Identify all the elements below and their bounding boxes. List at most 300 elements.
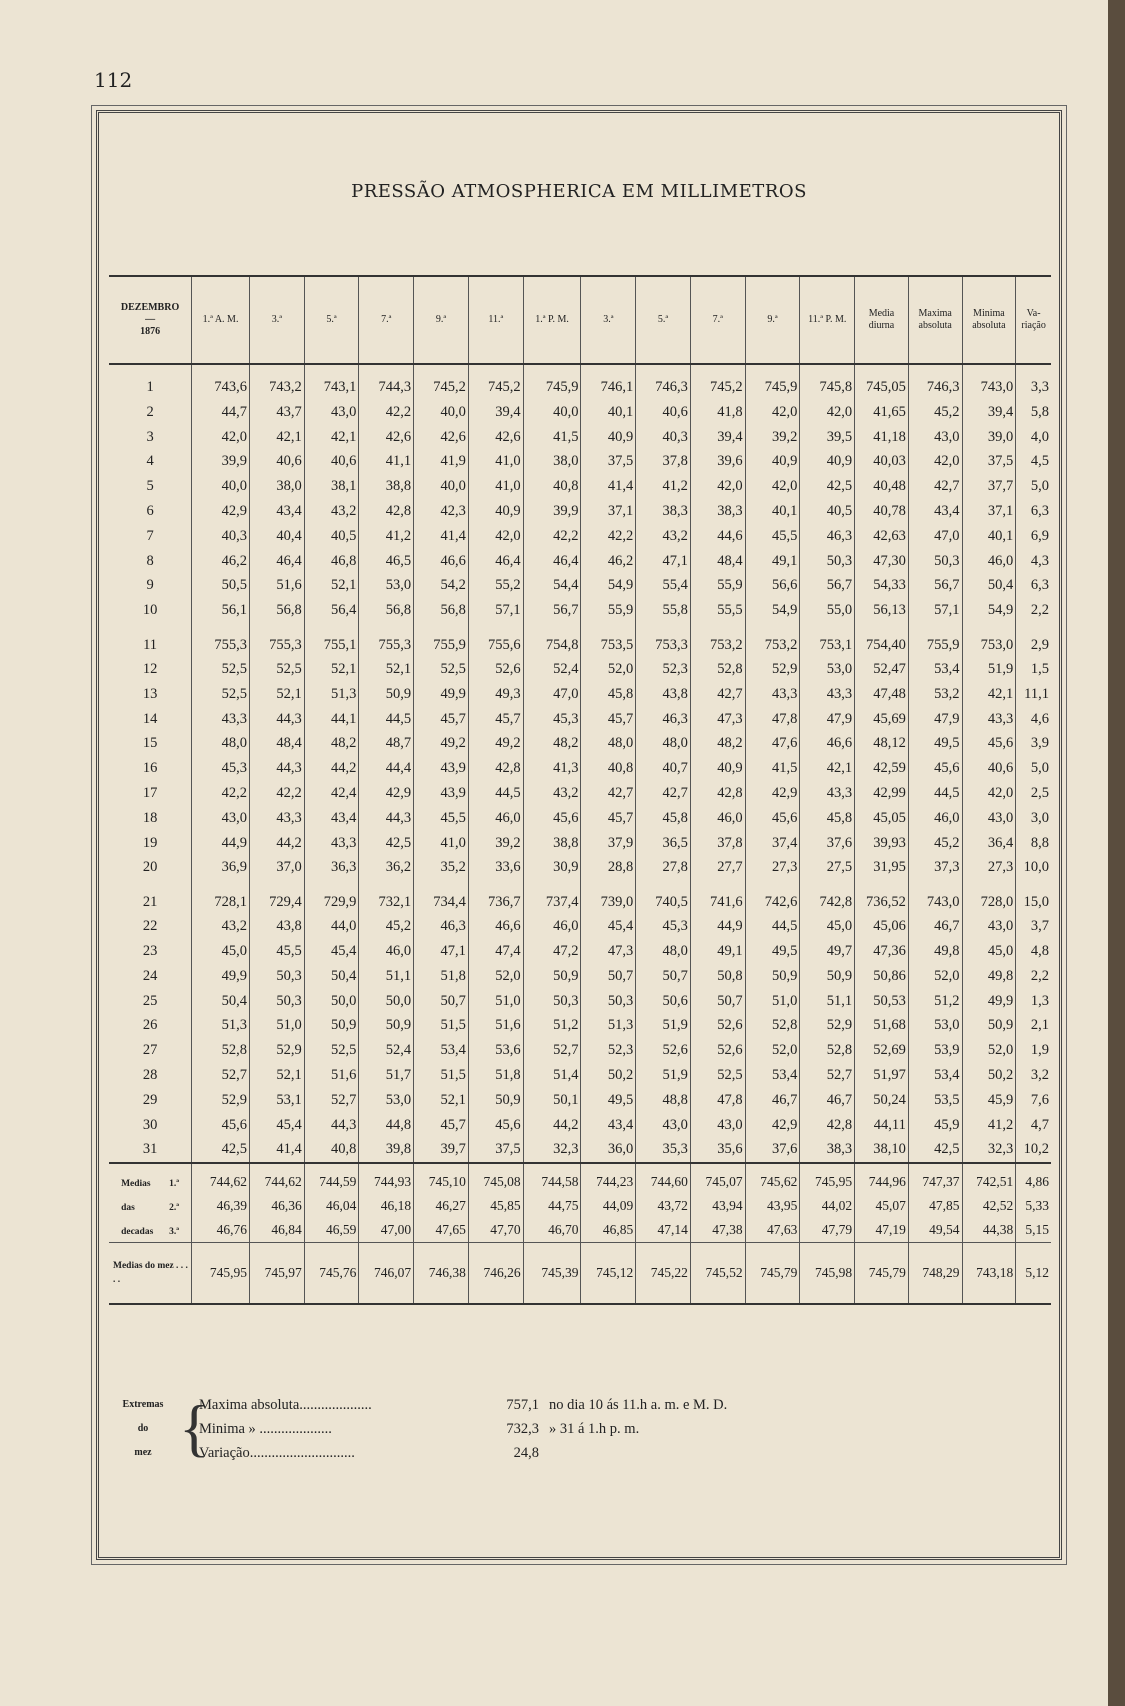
table-cell: 729,4 (249, 880, 304, 914)
table-cell: 27,8 (636, 855, 691, 880)
table-cell: 745,9 (523, 364, 581, 400)
table-cell: 45,9 (962, 1088, 1016, 1113)
table-cell: 43,4 (249, 499, 304, 524)
table-cell: 41,4 (249, 1137, 304, 1163)
table-row (109, 914, 1051, 939)
table-cell: 45,07 (855, 1194, 909, 1218)
table-cell: 50,9 (359, 1013, 414, 1038)
table-cell: 53,0 (359, 1088, 414, 1113)
table-cell: 37,6 (800, 831, 855, 856)
table-cell: 42,1 (962, 682, 1016, 707)
table-cell: 40,1 (581, 400, 636, 425)
table-cell: 35,6 (690, 1137, 745, 1163)
table-cell: 56,1 (192, 598, 250, 623)
table-cell: 5,0 (1016, 756, 1051, 781)
table-cell: 46,4 (523, 549, 581, 574)
table-cell: 745,79 (855, 1243, 909, 1305)
table-cell: 46,0 (962, 549, 1016, 574)
table-cell: 44,2 (304, 756, 359, 781)
header-column: 9.ª (745, 276, 800, 364)
table-row (109, 964, 1051, 989)
table-cell: 41,0 (414, 831, 469, 856)
table-cell: 47,4 (468, 939, 523, 964)
table-cell: 38,3 (636, 499, 691, 524)
table-cell: 52,1 (304, 573, 359, 598)
table-cell: 39,4 (468, 400, 523, 425)
table-cell: 52,7 (523, 1038, 581, 1063)
table-cell: 41,5 (523, 425, 581, 450)
table-cell: 40,7 (636, 756, 691, 781)
header-column: 5.ª (636, 276, 691, 364)
table-cell: 41,3 (523, 756, 581, 781)
table-cell: 48,0 (636, 939, 691, 964)
table-cell: 46,3 (414, 914, 469, 939)
table-cell: 4,6 (1016, 707, 1051, 732)
table-cell: 39,6 (690, 449, 745, 474)
table-cell: 47,8 (690, 1088, 745, 1113)
table-cell: 52,6 (690, 1013, 745, 1038)
table-cell: 52,7 (304, 1088, 359, 1113)
table-cell: 44,3 (249, 756, 304, 781)
table-cell: 744,59 (304, 1163, 359, 1194)
table-row (109, 831, 1051, 856)
table-cell: 45,7 (414, 1113, 469, 1138)
table-cell: 43,3 (304, 831, 359, 856)
table-row (109, 524, 1051, 549)
table-cell: 42,9 (745, 1113, 800, 1138)
table-cell: 52,0 (962, 1038, 1016, 1063)
table-cell: 45,3 (523, 707, 581, 732)
table-cell: 754,8 (523, 623, 581, 657)
table-cell: 39,7 (414, 1137, 469, 1163)
table-cell: 45,2 (359, 914, 414, 939)
table-cell: 746,07 (359, 1243, 414, 1305)
table-row (109, 657, 1051, 682)
table-cell: 40,1 (745, 499, 800, 524)
table-cell: 52,1 (249, 682, 304, 707)
header-column: 1.ª P. M. (523, 276, 581, 364)
table-cell: 47,1 (636, 549, 691, 574)
table-cell: 39,9 (192, 449, 250, 474)
table-cell: 42,1 (800, 756, 855, 781)
table-row (109, 806, 1051, 831)
table-row (109, 781, 1051, 806)
table-cell: 753,5 (581, 623, 636, 657)
table-row (109, 474, 1051, 499)
table-cell: 28,8 (581, 855, 636, 880)
table-cell: 753,3 (636, 623, 691, 657)
table-cell: 40,5 (304, 524, 359, 549)
table-cell: 49,5 (745, 939, 800, 964)
table-cell: 49,8 (962, 964, 1016, 989)
table-cell: 37,8 (636, 449, 691, 474)
table-cell: 42,0 (468, 524, 523, 549)
table-cell: 53,4 (908, 1063, 962, 1088)
table-cell: 40,6 (636, 400, 691, 425)
table-cell: 744,23 (581, 1163, 636, 1194)
table-cell: 39,0 (962, 425, 1016, 450)
header-column: 9.ª (414, 276, 469, 364)
extremas-key: Variação............................. (199, 1445, 355, 1461)
table-cell: 51,4 (523, 1063, 581, 1088)
table-cell: 742,6 (745, 880, 800, 914)
table-cell: 42,0 (690, 474, 745, 499)
table-cell: 44,75 (523, 1194, 581, 1218)
table-cell: 48,2 (690, 731, 745, 756)
table-cell: 3,9 (1016, 731, 1051, 756)
table-cell: 2,1 (1016, 1013, 1051, 1038)
table-cell: 44,1 (304, 707, 359, 732)
decade-group-label: das (121, 1203, 135, 1214)
table-cell: 41,4 (414, 524, 469, 549)
table-cell: 728,0 (962, 880, 1016, 914)
table-cell: 46,04 (304, 1194, 359, 1218)
table-cell: 50,4 (962, 573, 1016, 598)
extremas-row-min (199, 1417, 639, 1441)
table-cell: 3,3 (1016, 364, 1051, 400)
table-cell: 45,6 (962, 731, 1016, 756)
table-cell: 51,8 (468, 1063, 523, 1088)
table-cell: 21 (142, 894, 158, 911)
table-cell: 744,62 (249, 1163, 304, 1194)
table-cell: 748,29 (908, 1243, 962, 1305)
table-cell: 42,6 (359, 425, 414, 450)
table-cell: 47,3 (690, 707, 745, 732)
table-cell: 52,8 (192, 1038, 250, 1063)
table-cell: 48,2 (523, 731, 581, 756)
table-cell: 43,3 (249, 806, 304, 831)
month-mean-row (109, 1243, 1051, 1305)
decade-mean-row (109, 1194, 1051, 1218)
table-cell: 37,5 (962, 449, 1016, 474)
table-row (109, 573, 1051, 598)
table-cell: 56,7 (908, 573, 962, 598)
table-cell: 51,2 (523, 1013, 581, 1038)
header-column: Minima absoluta (962, 276, 1016, 364)
table-cell: 45,06 (855, 914, 909, 939)
table-cell: 47,0 (908, 524, 962, 549)
table-cell: 37,1 (581, 499, 636, 524)
table-cell: 745,52 (690, 1243, 745, 1305)
table-cell: 51,7 (359, 1063, 414, 1088)
table-cell: 4,0 (1016, 425, 1051, 450)
table-cell: 56,13 (855, 598, 909, 623)
table-cell: 14 (142, 710, 158, 727)
table-cell: 52,1 (359, 657, 414, 682)
table-cell: 44,3 (249, 707, 304, 732)
table-row (109, 1063, 1051, 1088)
table-cell: 51,9 (636, 1063, 691, 1088)
table-cell: 42,5 (800, 474, 855, 499)
table-cell: 41,65 (855, 400, 909, 425)
table-cell: 51,9 (636, 1013, 691, 1038)
table-cell: 47,9 (908, 707, 962, 732)
table-cell: 50,0 (359, 989, 414, 1014)
table-cell: 42,0 (192, 425, 250, 450)
table-cell: 44,5 (745, 914, 800, 939)
table-cell: 27,3 (745, 855, 800, 880)
table-cell: 27,7 (690, 855, 745, 880)
table-cell: 45,2 (908, 400, 962, 425)
table-cell: 45,8 (800, 806, 855, 831)
extremas-label-1: Extremas (122, 1399, 164, 1410)
header-column: 3.ª (581, 276, 636, 364)
table-cell: 43,2 (304, 499, 359, 524)
table-cell: 46,5 (359, 549, 414, 574)
table-cell: 40,03 (855, 449, 909, 474)
table-cell: 57,1 (468, 598, 523, 623)
table-cell: 50,4 (304, 964, 359, 989)
table-cell: 55,5 (690, 598, 745, 623)
table-cell: 33,6 (468, 855, 523, 880)
table-cell: 56,7 (800, 573, 855, 598)
table-cell: 51,3 (192, 1013, 250, 1038)
table-cell: 46,84 (249, 1218, 304, 1243)
table-cell: 52,5 (304, 1038, 359, 1063)
table-cell: 18 (142, 809, 158, 826)
table-cell: 41,0 (468, 449, 523, 474)
table-cell: 40,3 (636, 425, 691, 450)
table-cell: 40,78 (855, 499, 909, 524)
table-cell: 31 (109, 1137, 192, 1163)
table-cell: 39,9 (523, 499, 581, 524)
table-cell: 27,3 (962, 855, 1016, 880)
table-cell: 37,6 (745, 1137, 800, 1163)
table-cell: 737,4 (523, 880, 581, 914)
table-cell: 47,14 (636, 1218, 691, 1243)
extremas-note: no dia 10 ás 11.h a. m. e M. D. (549, 1397, 728, 1413)
table-cell: 56,6 (745, 573, 800, 598)
table-cell: 50,3 (249, 964, 304, 989)
table-cell: 736,52 (855, 880, 909, 914)
table-cell: 42,7 (908, 474, 962, 499)
table-cell: 48,4 (690, 549, 745, 574)
book-spine (1108, 0, 1125, 1706)
table-cell: 37,5 (581, 449, 636, 474)
table-cell: 42,8 (359, 499, 414, 524)
table-cell: 44,09 (581, 1194, 636, 1218)
table-cell: 1 (146, 379, 154, 395)
table-cell: 743,1 (304, 364, 359, 400)
month-mean-label: Medias do mez . . . . . (109, 1243, 192, 1305)
table-cell: 46,6 (414, 549, 469, 574)
table-cell: 52,0 (581, 657, 636, 682)
table-cell: 43,72 (636, 1194, 691, 1218)
table-cell: 45,8 (636, 806, 691, 831)
table-cell: 12 (142, 660, 158, 677)
table-cell: 53,0 (908, 1013, 962, 1038)
table-cell: 51,3 (304, 682, 359, 707)
table-cell: 40,8 (581, 756, 636, 781)
header-column: 1.ª A. M. (192, 276, 250, 364)
table-cell: 25 (142, 992, 158, 1009)
table-cell: 36,3 (304, 855, 359, 880)
table-cell: 46,59 (304, 1218, 359, 1243)
table-cell: 47,48 (855, 682, 909, 707)
table-cell: 728,1 (192, 880, 250, 914)
table-cell: 744,96 (855, 1163, 909, 1194)
table-cell: 45,05 (855, 806, 909, 831)
table-cell: 55,9 (581, 598, 636, 623)
table-cell: 47,00 (359, 1218, 414, 1243)
table-cell: 50,7 (636, 964, 691, 989)
table-cell: 755,3 (192, 623, 250, 657)
table-cell: 42,0 (800, 400, 855, 425)
table-cell: 42,9 (192, 499, 250, 524)
table-cell: 50,9 (962, 1013, 1016, 1038)
table-cell: 52,47 (855, 657, 909, 682)
table-cell: 50,6 (636, 989, 691, 1014)
table-cell: 46,27 (414, 1194, 469, 1218)
table-cell: 745,10 (414, 1163, 469, 1194)
table-cell: 52,5 (414, 657, 469, 682)
table-cell: 47,70 (468, 1218, 523, 1243)
table-cell: 50,53 (855, 989, 909, 1014)
table-cell: 746,1 (581, 364, 636, 400)
extremas-label-2: do (137, 1423, 149, 1434)
table-cell: 51,1 (800, 989, 855, 1014)
table-cell: 52,5 (192, 682, 250, 707)
table-cell: 43,0 (636, 1113, 691, 1138)
table-cell: 45,6 (192, 1113, 250, 1138)
table-cell: 745,05 (855, 364, 909, 400)
table-cell: 41,0 (468, 474, 523, 499)
table-cell: 4,8 (1016, 939, 1051, 964)
table-cell: 753,1 (800, 623, 855, 657)
table-cell: 39,4 (962, 400, 1016, 425)
table-cell: 40,0 (414, 474, 469, 499)
decade-label-cell (109, 1218, 192, 1243)
table-cell: 39,4 (690, 425, 745, 450)
table-row (109, 623, 1051, 657)
table-cell: 51,97 (855, 1063, 909, 1088)
table-cell: 745,95 (192, 1243, 250, 1305)
table-cell: 45,6 (745, 806, 800, 831)
table-cell: 47,30 (855, 549, 909, 574)
table-cell: 50,1 (523, 1088, 581, 1113)
table-cell: 744,93 (359, 1163, 414, 1194)
table-cell: 45,7 (414, 707, 469, 732)
table-cell: 753,2 (690, 623, 745, 657)
table-cell: 45,0 (962, 939, 1016, 964)
table-cell: 37,4 (745, 831, 800, 856)
table-cell: 52,3 (581, 1038, 636, 1063)
table-cell: 53,1 (249, 1088, 304, 1113)
table-cell: 736,7 (468, 880, 523, 914)
table-cell: 40,1 (962, 524, 1016, 549)
table-cell: 742,51 (962, 1163, 1016, 1194)
decade-mean-row (109, 1163, 1051, 1194)
table-cell: 27,5 (800, 855, 855, 880)
table-cell: 52,4 (523, 657, 581, 682)
table-cell: 745,2 (690, 364, 745, 400)
table-cell: 745,8 (800, 364, 855, 400)
table-cell: 56,8 (414, 598, 469, 623)
table-cell: 10,2 (1016, 1137, 1051, 1163)
table-cell: 744,58 (523, 1163, 581, 1194)
table-cell: 49,1 (690, 939, 745, 964)
table-cell: 44,2 (249, 831, 304, 856)
table-cell: 44,8 (359, 1113, 414, 1138)
table-cell: 6,3 (1016, 499, 1051, 524)
table-cell: 47,0 (523, 682, 581, 707)
table-cell: 54,9 (581, 573, 636, 598)
table-cell: 42,1 (304, 425, 359, 450)
table-cell: 43,0 (962, 806, 1016, 831)
table-cell: 745,2 (414, 364, 469, 400)
table-frame (96, 110, 1062, 1560)
table-cell: 51,9 (962, 657, 1016, 682)
table-cell: 746,38 (414, 1243, 469, 1305)
table-cell: 44,5 (359, 707, 414, 732)
table-cell: 46,39 (192, 1194, 250, 1218)
table-cell: 52,0 (745, 1038, 800, 1063)
table-cell: 49,54 (908, 1218, 962, 1243)
table-cell: 38,8 (523, 831, 581, 856)
table-cell: 42,2 (359, 400, 414, 425)
table-cell: 42,0 (908, 449, 962, 474)
table-cell: 46,0 (690, 806, 745, 831)
table-cell: 50,8 (690, 964, 745, 989)
table-cell: 5,15 (1016, 1218, 1051, 1243)
table-cell: 3,7 (1016, 914, 1051, 939)
table-cell: 45,8 (581, 682, 636, 707)
table-cell: 46,2 (581, 549, 636, 574)
table-cell: 43,3 (192, 707, 250, 732)
header-column: Media diurna (855, 276, 909, 364)
table-cell: 47,1 (414, 939, 469, 964)
table-cell: 35,2 (414, 855, 469, 880)
table-cell: 52,6 (636, 1038, 691, 1063)
table-cell: 49,3 (468, 682, 523, 707)
table-cell: 45,2 (908, 831, 962, 856)
table-cell: 49,5 (581, 1088, 636, 1113)
table-cell: 50,9 (523, 964, 581, 989)
table-header (109, 276, 1051, 364)
table-cell: 743,0 (962, 364, 1016, 400)
table-cell: 43,94 (690, 1194, 745, 1218)
table-cell: 40,6 (304, 449, 359, 474)
table-cell: 52,8 (690, 657, 745, 682)
table-cell: 46,4 (249, 549, 304, 574)
table-cell: 47,6 (745, 731, 800, 756)
table-cell: 52,3 (636, 657, 691, 682)
table-cell: 2,9 (1016, 623, 1051, 657)
table-cell: 3,2 (1016, 1063, 1051, 1088)
table-cell: 50,7 (414, 989, 469, 1014)
table-cell: 37,3 (908, 855, 962, 880)
table-cell: 47,85 (908, 1194, 962, 1218)
table-row (109, 989, 1051, 1014)
table-cell: 753,2 (745, 623, 800, 657)
table-cell: 47,19 (855, 1218, 909, 1243)
table-cell: 29 (142, 1091, 158, 1108)
table-cell: 45,6 (908, 756, 962, 781)
table-cell: 52,8 (745, 1013, 800, 1038)
table-cell: 40,9 (690, 756, 745, 781)
table-cell: 43,7 (249, 400, 304, 425)
table-cell: 53,5 (908, 1088, 962, 1113)
table-cell: 40,8 (523, 474, 581, 499)
table-cell: 47,79 (800, 1218, 855, 1243)
table-cell: 42,5 (359, 831, 414, 856)
table-cell: 742,8 (800, 880, 855, 914)
table-cell: 38,10 (855, 1137, 909, 1163)
table-cell: 49,1 (745, 549, 800, 574)
table-cell: 37,7 (962, 474, 1016, 499)
table-cell: 40,4 (249, 524, 304, 549)
table-cell: 45,3 (192, 756, 250, 781)
